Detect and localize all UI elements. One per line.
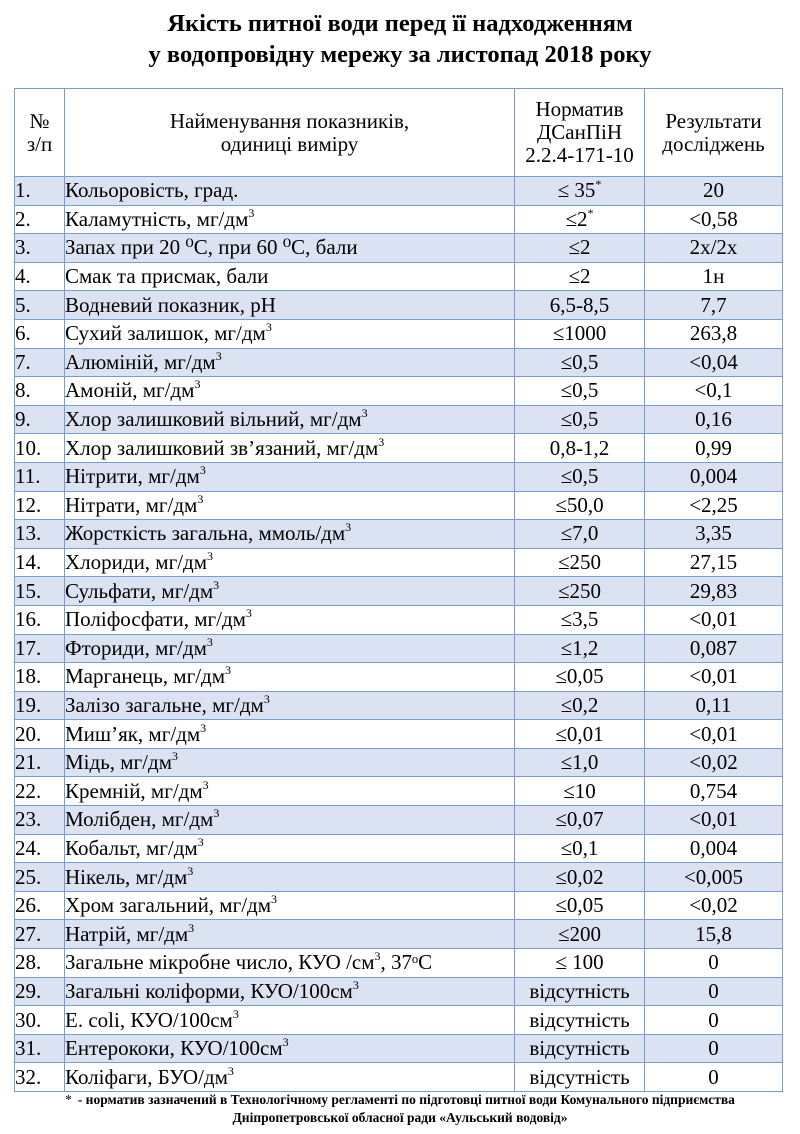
- cell-name: Сухий залишок, $мг/дм^3$: [65, 319, 515, 348]
- cell-result: 0: [645, 949, 783, 978]
- footnote-line-1: * - норматив зазначений в Технологічному регламенті по підготовці питної води Комунального підприємства: [65, 1092, 735, 1107]
- cell-norm: ≤1,2: [515, 634, 645, 663]
- cell-name: E. coli, КУО/$100см^3$: [65, 1006, 515, 1035]
- cell-num: 31.: [15, 1034, 65, 1063]
- cell-norm: ≤250: [515, 577, 645, 606]
- cell-norm: ≤250: [515, 548, 645, 577]
- cell-name: Загальне мікробне число, КУО $/см^3$, 37ᵒС: [65, 949, 515, 978]
- cell-result: 20: [645, 177, 783, 206]
- cell-norm: ≤2: [515, 234, 645, 263]
- cell-norm: ≤0,5: [515, 405, 645, 434]
- cell-name: Алюміній, $мг/дм^3$: [65, 348, 515, 377]
- table-row: [15, 891, 783, 920]
- cell-result: 15,8: [645, 920, 783, 949]
- cell-name: Хлор залишковий зв’язаний, $мг/дм^3$: [65, 434, 515, 463]
- table-row: [15, 748, 783, 777]
- cell-norm: ≤0,05: [515, 663, 645, 692]
- table-row: [15, 234, 783, 263]
- cell-num: 15.: [15, 577, 65, 606]
- cell-num: 23.: [15, 806, 65, 835]
- cell-num: 2.: [15, 205, 65, 234]
- footnote-star: *: [65, 1092, 72, 1107]
- cell-num: 26.: [15, 891, 65, 920]
- cell-result: 27,15: [645, 548, 783, 577]
- table-row: [15, 863, 783, 892]
- cell-norm: ≤2*: [515, 205, 645, 234]
- cell-norm: відсутність: [515, 1063, 645, 1092]
- cell-num: 1.: [15, 177, 65, 206]
- cell-result: 0: [645, 1034, 783, 1063]
- cell-result: 0,004: [645, 462, 783, 491]
- cell-num: 12.: [15, 491, 65, 520]
- cell-name: Загальні коліформи, КУО/$100см^3$: [65, 977, 515, 1006]
- cell-num: 13.: [15, 520, 65, 549]
- cell-norm: ≤1000: [515, 319, 645, 348]
- cell-result: <0,01: [645, 663, 783, 692]
- cell-norm: ≤ 100: [515, 949, 645, 978]
- cell-result: 263,8: [645, 319, 783, 348]
- table-row: [15, 605, 783, 634]
- table-header-row: [15, 89, 783, 177]
- cell-norm: ≤3,5: [515, 605, 645, 634]
- cell-name: Хлориди, $мг/дм^3$: [65, 548, 515, 577]
- cell-norm: ≤0,2: [515, 691, 645, 720]
- header-name: Найменування показників, одиниці виміру: [65, 89, 515, 177]
- cell-result: 0,004: [645, 834, 783, 863]
- cell-result: <0,01: [645, 720, 783, 749]
- title-line-1: Якість питної води перед її надходженням: [167, 10, 633, 37]
- cell-num: 29.: [15, 977, 65, 1006]
- cell-name: Натрій, $мг/дм^3$: [65, 920, 515, 949]
- cell-norm: ≤10: [515, 777, 645, 806]
- cell-name: Водневий показник, pH: [65, 291, 515, 320]
- cell-num: 27.: [15, 920, 65, 949]
- cell-num: 7.: [15, 348, 65, 377]
- table-row: [15, 205, 783, 234]
- cell-name: Залізо загальне, $мг/дм^3$: [65, 691, 515, 720]
- cell-result: 7,7: [645, 291, 783, 320]
- table-row: [15, 834, 783, 863]
- table-row: [15, 720, 783, 749]
- cell-name: Коліфаги, БУО/$дм^3$: [65, 1063, 515, 1092]
- cell-num: 11.: [15, 462, 65, 491]
- table-row: [15, 491, 783, 520]
- table-row: [15, 1034, 783, 1063]
- table-row: [15, 520, 783, 549]
- cell-result: 0,087: [645, 634, 783, 663]
- cell-result: 3,35: [645, 520, 783, 549]
- cell-num: 22.: [15, 777, 65, 806]
- cell-norm: відсутність: [515, 1006, 645, 1035]
- table-row: [15, 949, 783, 978]
- table-row: [15, 348, 783, 377]
- water-quality-table: [14, 88, 783, 1092]
- cell-result: 0,754: [645, 777, 783, 806]
- table-row: [15, 920, 783, 949]
- cell-norm: ≤0,5: [515, 348, 645, 377]
- cell-num: 16.: [15, 605, 65, 634]
- table-row: [15, 1006, 783, 1035]
- cell-norm: ≤0,05: [515, 891, 645, 920]
- cell-num: 25.: [15, 863, 65, 892]
- cell-result: <0,1: [645, 377, 783, 406]
- cell-name: Миш’як, $мг/дм^3$: [65, 720, 515, 749]
- cell-name: Нітрати, $мг/дм^3$: [65, 491, 515, 520]
- cell-result: <0,02: [645, 891, 783, 920]
- cell-name: Марганець, $мг/дм^3$: [65, 663, 515, 692]
- table-row: [15, 548, 783, 577]
- cell-name: Нікель, $мг/дм^3$: [65, 863, 515, 892]
- cell-result: <0,58: [645, 205, 783, 234]
- cell-result: 29,83: [645, 577, 783, 606]
- table-row: [15, 377, 783, 406]
- cell-num: 21.: [15, 748, 65, 777]
- table-row: [15, 291, 783, 320]
- cell-norm: ≤0,07: [515, 806, 645, 835]
- table-row: [15, 977, 783, 1006]
- cell-num: 32.: [15, 1063, 65, 1092]
- cell-name: Кремній, $мг/дм^3$: [65, 777, 515, 806]
- table-body: [15, 177, 783, 1092]
- cell-num: 20.: [15, 720, 65, 749]
- table-row: [15, 691, 783, 720]
- cell-result: 1н: [645, 262, 783, 291]
- cell-norm: ≤ 35*: [515, 177, 645, 206]
- cell-name: Смак та присмак, бали: [65, 262, 515, 291]
- cell-result: 2х/2х: [645, 234, 783, 263]
- cell-norm: відсутність: [515, 977, 645, 1006]
- cell-result: 0: [645, 1006, 783, 1035]
- table-row: [15, 634, 783, 663]
- cell-num: 10.: [15, 434, 65, 463]
- cell-num: 9.: [15, 405, 65, 434]
- table-row: [15, 577, 783, 606]
- cell-result: <2,25: [645, 491, 783, 520]
- cell-name: Ентерококи, КУО/$100см^3$: [65, 1034, 515, 1063]
- cell-result: <0,01: [645, 806, 783, 835]
- cell-norm: ≤50,0: [515, 491, 645, 520]
- table-row: [15, 262, 783, 291]
- cell-num: 8.: [15, 377, 65, 406]
- cell-norm: ≤0,01: [515, 720, 645, 749]
- cell-name: Жорсткість загальна, ммоль/$дм^3$: [65, 520, 515, 549]
- cell-result: <0,005: [645, 863, 783, 892]
- cell-norm: ≤2: [515, 262, 645, 291]
- title-line-2: у водопровідну мережу за листопад 2018 року: [148, 41, 652, 68]
- cell-num: 24.: [15, 834, 65, 863]
- cell-num: 18.: [15, 663, 65, 692]
- cell-num: 5.: [15, 291, 65, 320]
- cell-name: Фториди, $мг/дм^3$: [65, 634, 515, 663]
- table-row: [15, 405, 783, 434]
- table-row: [15, 806, 783, 835]
- table-row: [15, 434, 783, 463]
- cell-name: Мідь, $мг/дм^3$: [65, 748, 515, 777]
- cell-num: 14.: [15, 548, 65, 577]
- cell-num: 4.: [15, 262, 65, 291]
- cell-result: 0: [645, 977, 783, 1006]
- cell-num: 6.: [15, 319, 65, 348]
- cell-result: 0,16: [645, 405, 783, 434]
- table-row: [15, 319, 783, 348]
- cell-name: Молібден, $мг/дм^3$: [65, 806, 515, 835]
- cell-name: Кобальт, $мг/дм^3$: [65, 834, 515, 863]
- cell-norm: ≤0,1: [515, 834, 645, 863]
- header-num: № з/п: [15, 89, 65, 177]
- cell-name: Сульфати, $мг/дм^3$: [65, 577, 515, 606]
- cell-name: Запах при 20 ⁰С, при 60 ⁰С, бали: [65, 234, 515, 263]
- cell-norm: 6,5-8,5: [515, 291, 645, 320]
- table-row: [15, 663, 783, 692]
- cell-name: Хром загальний, $мг/дм^3$: [65, 891, 515, 920]
- cell-result: <0,01: [645, 605, 783, 634]
- cell-result: <0,02: [645, 748, 783, 777]
- table-row: [15, 177, 783, 206]
- cell-name: Хлор залишковий вільний, $мг/дм^3$: [65, 405, 515, 434]
- cell-name: Амоній, $мг/дм^3$: [65, 377, 515, 406]
- cell-norm: ≤200: [515, 920, 645, 949]
- header-result: Результати досліджень: [645, 89, 783, 177]
- footnote: [14, 1091, 786, 1127]
- cell-name: Поліфосфати, $мг/дм^3$: [65, 605, 515, 634]
- cell-norm: 0,8-1,2: [515, 434, 645, 463]
- cell-num: 3.: [15, 234, 65, 263]
- cell-norm: ≤0,5: [515, 462, 645, 491]
- cell-norm: ≤0,02: [515, 863, 645, 892]
- cell-norm: відсутність: [515, 1034, 645, 1063]
- footnote-line-2: Дніпропетровської обласної ради «Аульський водовід»: [232, 1110, 568, 1125]
- cell-result: <0,04: [645, 348, 783, 377]
- cell-norm: ≤1,0: [515, 748, 645, 777]
- cell-name: Кольоровість, град.: [65, 177, 515, 206]
- cell-num: 19.: [15, 691, 65, 720]
- page-title: [0, 8, 800, 70]
- cell-name: Нітрити, $мг/дм^3$: [65, 462, 515, 491]
- cell-num: 28.: [15, 949, 65, 978]
- cell-result: 0,11: [645, 691, 783, 720]
- cell-num: 30.: [15, 1006, 65, 1035]
- table-row: [15, 1063, 783, 1092]
- cell-num: 17.: [15, 634, 65, 663]
- cell-name: Каламутність, $мг/дм^3$: [65, 205, 515, 234]
- table-row: [15, 462, 783, 491]
- header-norm: Норматив ДСанПіН 2.2.4-171-10: [515, 89, 645, 177]
- cell-result: 0: [645, 1063, 783, 1092]
- table-row: [15, 777, 783, 806]
- cell-norm: ≤0,5: [515, 377, 645, 406]
- cell-result: 0,99: [645, 434, 783, 463]
- cell-norm: ≤7,0: [515, 520, 645, 549]
